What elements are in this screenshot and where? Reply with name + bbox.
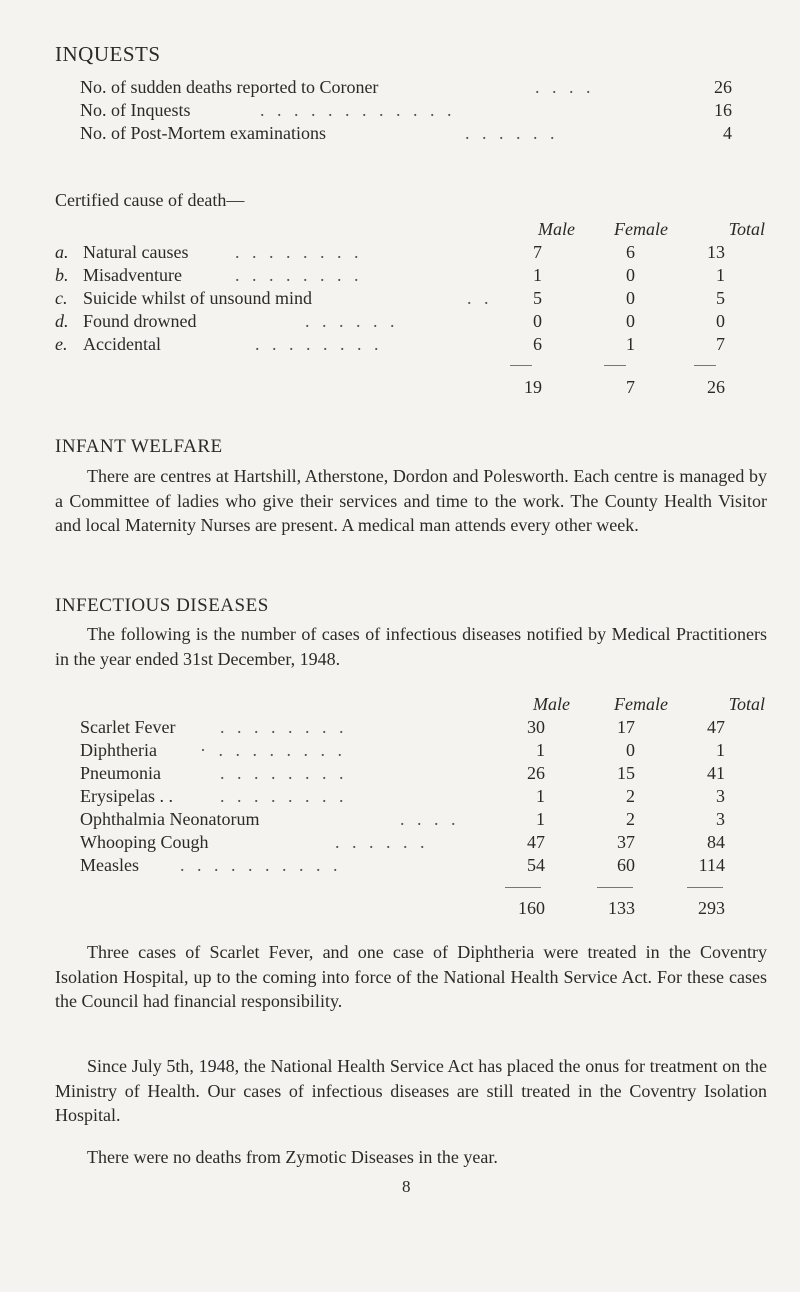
cause-row-male: 1	[533, 265, 542, 285]
disease-total-female: 133	[608, 898, 635, 918]
infectious-heading: INFECTIOUS DISEASES	[55, 595, 269, 616]
closing-paragraph-3: There were no deaths from Zymotic Diseases in the year.	[87, 1147, 498, 1167]
disease-row-label: Whooping Cough	[80, 832, 209, 852]
cause-row-total: 5	[716, 288, 725, 308]
infectious-col-female: Female	[614, 694, 668, 714]
disease-row-label: Pneumonia	[80, 763, 161, 783]
disease-row-dots: · . . . . . . . .	[200, 740, 346, 760]
cause-row-male: 6	[533, 334, 542, 354]
cause-row-letter: d.	[55, 311, 69, 331]
cause-row-male: 0	[533, 311, 542, 331]
cause-row-male: 5	[533, 288, 542, 308]
disease-row-female: 2	[626, 809, 635, 829]
inquests-row-dots: . . . . . . . . . . . .	[260, 100, 456, 120]
disease-row-total: 1	[716, 740, 725, 760]
cause-total-total: 26	[707, 377, 725, 397]
disease-sum-rule-female	[597, 887, 633, 888]
cause-row-dots: . . . . . . . .	[235, 242, 363, 262]
cause-row-total: 7	[716, 334, 725, 354]
disease-row-male: 26	[527, 763, 545, 783]
disease-row-label: Erysipelas . .	[80, 786, 173, 806]
disease-sum-rule-male	[505, 887, 541, 888]
cause-row-letter: c.	[55, 288, 68, 308]
disease-row-dots: . . . . . . . . . .	[180, 855, 342, 875]
cause-row-letter: b.	[55, 265, 69, 285]
disease-sum-rule-total	[687, 887, 723, 888]
disease-row-total: 3	[716, 809, 725, 829]
disease-row-female: 0	[626, 740, 635, 760]
disease-row-dots: . . . . . .	[335, 832, 429, 852]
disease-row-total: 84	[707, 832, 725, 852]
disease-row-total: 114	[698, 855, 725, 875]
cause-row-dots: . .	[467, 288, 493, 308]
cause-row-female: 0	[626, 265, 635, 285]
cause-row-dots: . . . . . . . .	[235, 265, 363, 285]
cause-row-total: 13	[707, 242, 725, 262]
cause-row-dots: . . . . . . . .	[255, 334, 383, 354]
cause-row-dots: . . . . . .	[305, 311, 399, 331]
cause-row-male: 7	[533, 242, 542, 262]
disease-row-label: Scarlet Fever	[80, 717, 176, 737]
infant-heading: INFANT WELFARE	[55, 436, 223, 457]
disease-row-female: 37	[617, 832, 635, 852]
cause-row-female: 0	[626, 288, 635, 308]
cause-intro: Certified cause of death—	[55, 190, 245, 210]
disease-row-label: Diphtheria	[80, 740, 157, 760]
disease-row-female: 2	[626, 786, 635, 806]
disease-row-female: 60	[617, 855, 635, 875]
infectious-intro: The following is the number of cases of infectious diseases notified by Medical Practitioners in the year ended 31st December, 1948.	[55, 624, 767, 669]
disease-row-female: 15	[617, 763, 635, 783]
inquests-row-value: 4	[723, 123, 732, 143]
cause-row-label: Natural causes	[83, 242, 189, 262]
inquests-row-label: No. of Post-Mortem examinations	[80, 123, 326, 143]
disease-row-label: Ophthalmia Neonatorum	[80, 809, 260, 829]
cause-row-female: 0	[626, 311, 635, 331]
cause-row-label: Suicide whilst of unsound mind	[83, 288, 312, 308]
disease-row-dots: . . . . . . . .	[220, 786, 348, 806]
disease-row-male: 1	[536, 740, 545, 760]
disease-row-label: Measles	[80, 855, 139, 875]
cause-row-label: Misadventure	[83, 265, 182, 285]
cause-sum-rule-female	[604, 365, 626, 366]
inquests-row-label: No. of Inquests	[80, 100, 191, 120]
disease-total-male: 160	[518, 898, 545, 918]
infectious-col-total: Total	[728, 694, 765, 714]
cause-row-letter: e.	[55, 334, 68, 354]
cause-col-male: Male	[538, 219, 575, 239]
disease-row-male: 47	[527, 832, 545, 852]
inquests-row-dots: . . . . . .	[465, 123, 559, 143]
disease-row-male: 30	[527, 717, 545, 737]
disease-row-total: 3	[716, 786, 725, 806]
disease-row-dots: . . . . . . . .	[220, 763, 348, 783]
inquests-row-label: No. of sudden deaths reported to Coroner	[80, 77, 379, 97]
disease-row-female: 17	[617, 717, 635, 737]
disease-row-dots: . . . .	[400, 809, 460, 829]
inquests-heading: INQUESTS	[55, 42, 161, 66]
inquests-row-value: 26	[714, 77, 732, 97]
disease-total-total: 293	[698, 898, 725, 918]
cause-row-female: 1	[626, 334, 635, 354]
disease-row-total: 47	[707, 717, 725, 737]
inquests-row-dots: . . . .	[535, 77, 595, 97]
disease-row-total: 41	[707, 763, 725, 783]
infectious-col-male: Male	[533, 694, 570, 714]
cause-row-total: 1	[716, 265, 725, 285]
cause-row-total: 0	[716, 311, 725, 331]
cause-row-letter: a.	[55, 242, 69, 262]
disease-row-male: 1	[536, 786, 545, 806]
infant-paragraph: There are centres at Hartshill, Atherstone, Dordon and Polesworth. Each centre is managed by a Committee of ladies who give their services and time to the work. The County Health Visitor and local Maternity Nurses are present. A medical man attends every other week.	[55, 466, 767, 535]
cause-row-label: Found drowned	[83, 311, 197, 331]
closing-paragraph-2: Since July 5th, 1948, the National Health Service Act has placed the onus for treatment on the Ministry of Health. Our cases of infectious diseases are still treated in the Coventry Isolation Hospital.	[55, 1056, 767, 1125]
cause-sum-rule-male	[510, 365, 532, 366]
cause-row-female: 6	[626, 242, 635, 262]
disease-row-dots: . . . . . . . .	[220, 717, 348, 737]
cause-sum-rule-total	[694, 365, 716, 366]
cause-col-total: Total	[728, 219, 765, 239]
disease-row-male: 1	[536, 809, 545, 829]
disease-row-male: 54	[527, 855, 545, 875]
page-number: 8	[402, 1177, 411, 1196]
cause-total-female: 7	[626, 377, 635, 397]
cause-row-label: Accidental	[83, 334, 161, 354]
cause-col-female: Female	[614, 219, 668, 239]
closing-paragraph-1: Three cases of Scarlet Fever, and one case of Diphtheria were treated in the Coventry Isolation Hospital, up to the coming into force of the National Health Service Act. For these cases the Council had financial responsibility.	[55, 942, 767, 1011]
cause-total-male: 19	[524, 377, 542, 397]
inquests-row-value: 16	[714, 100, 732, 120]
